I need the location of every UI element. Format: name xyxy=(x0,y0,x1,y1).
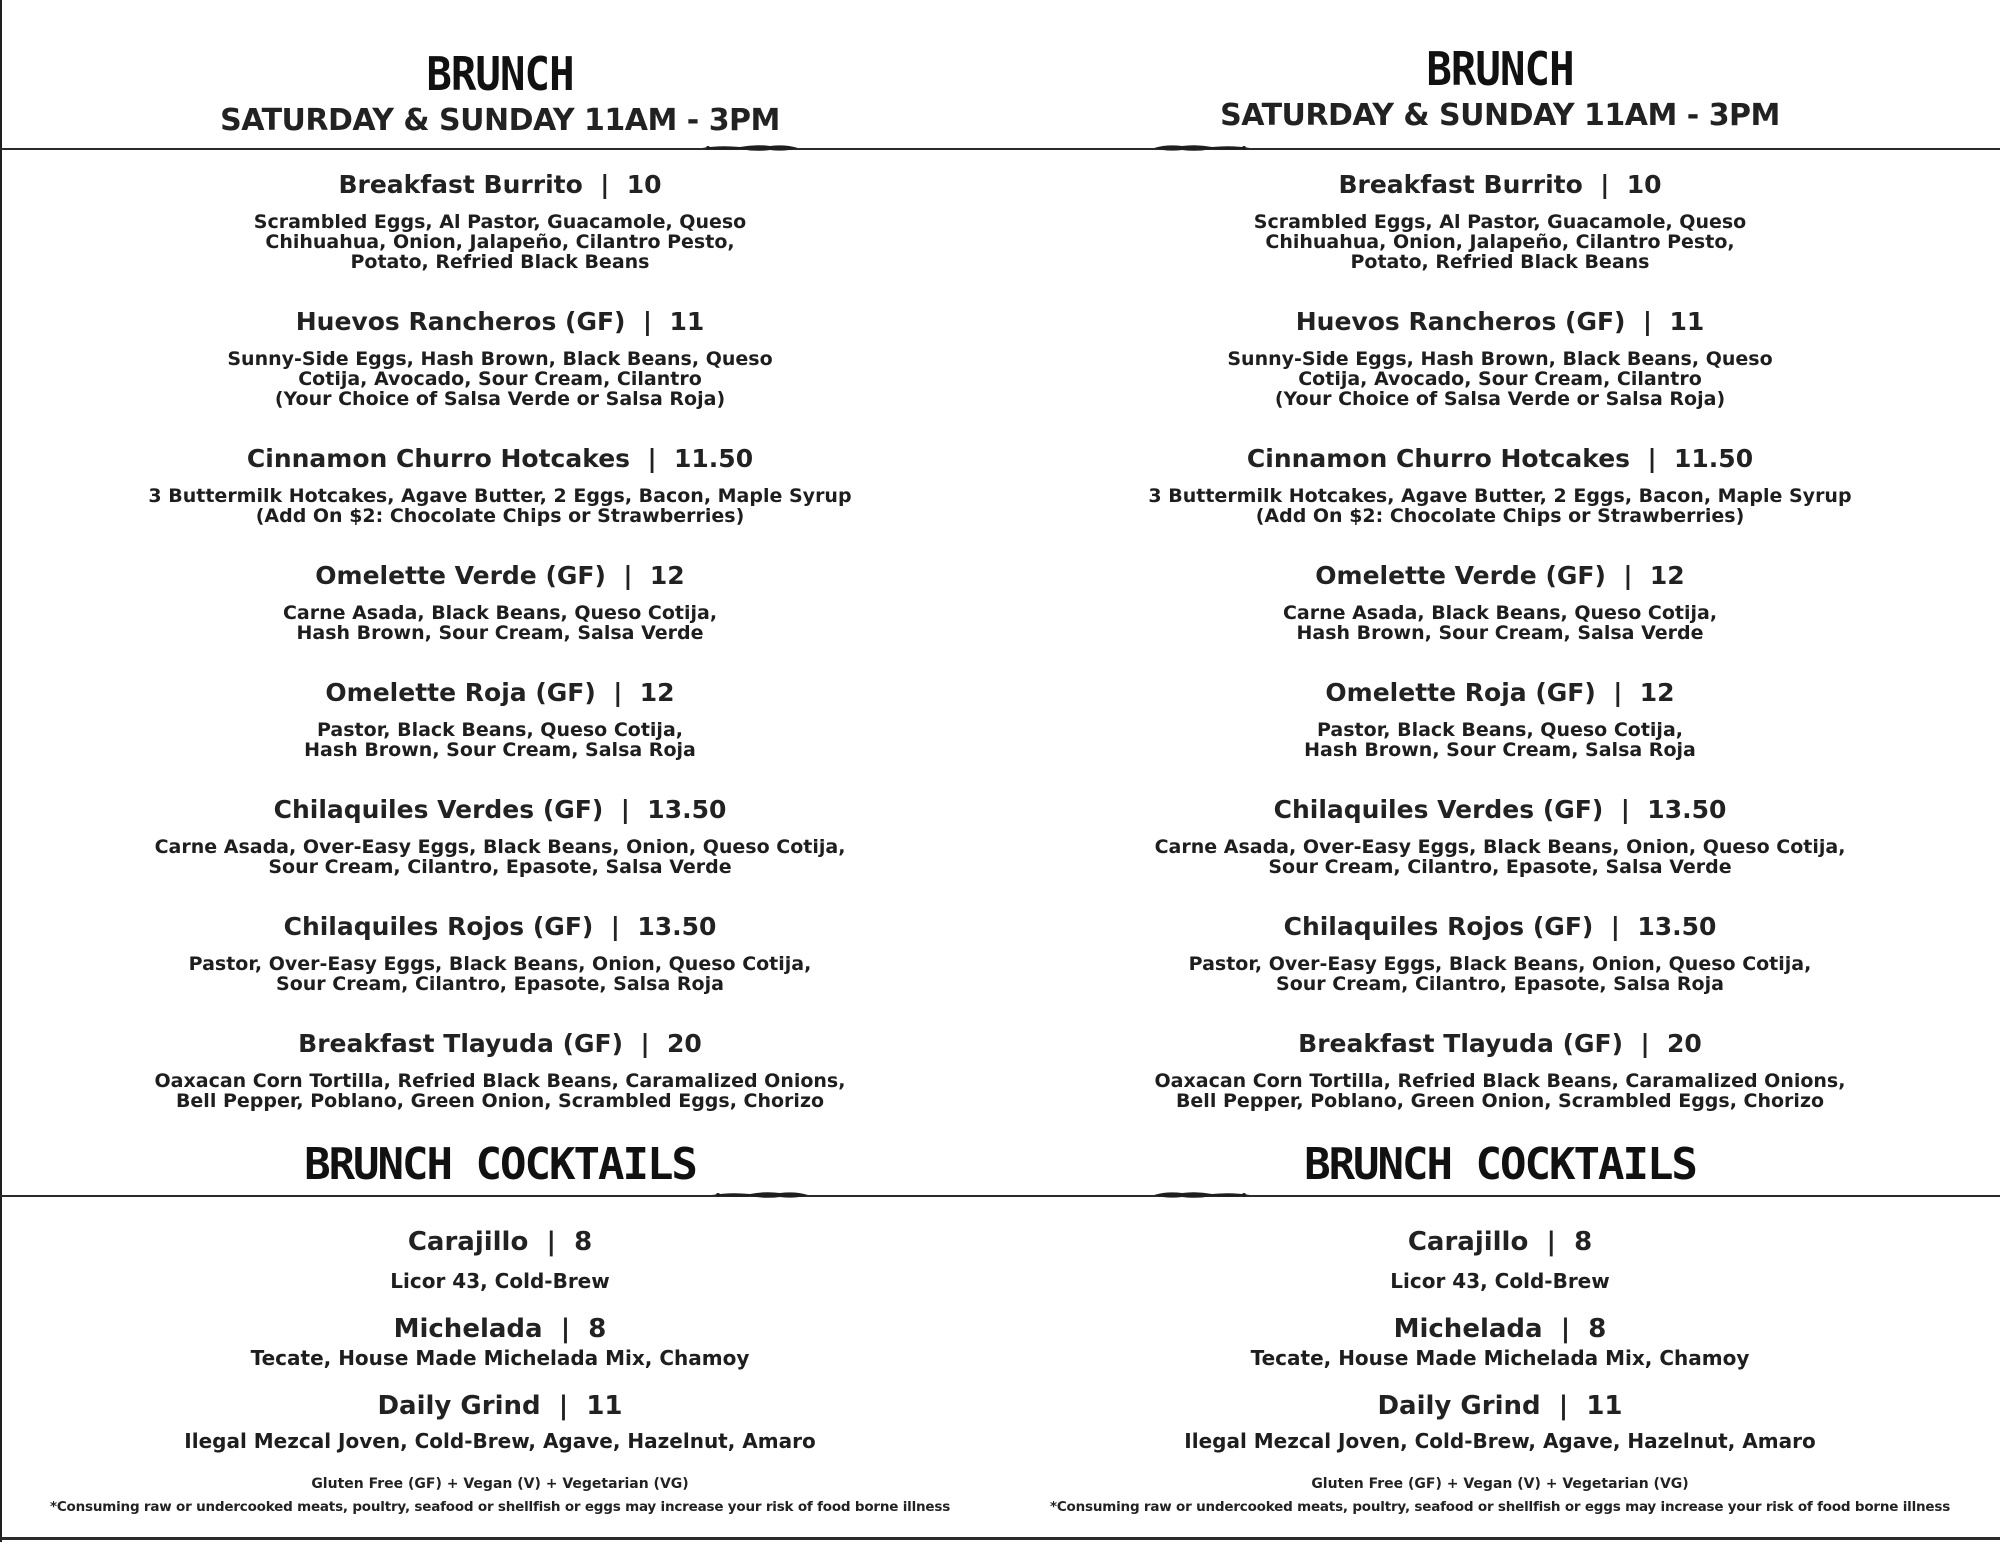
menu-item-description: Cotija, Avocado, Sour Cream, Cilantro xyxy=(298,368,702,390)
menu-item-description: Pastor, Over-Easy Eggs, Black Beans, Onion, Queso Cotija, xyxy=(188,953,812,975)
menu-item-price: 11.50 xyxy=(1674,444,1754,473)
price-separator: | xyxy=(1620,795,1630,824)
cocktail-price: 8 xyxy=(574,1227,593,1257)
price-separator: | xyxy=(623,561,633,590)
menu-item-name: Breakfast Tlayuda (GF) xyxy=(1298,1029,1624,1058)
brush-stroke-ornament-icon xyxy=(1152,142,1252,154)
menu-item-description: Sunny-Side Eggs, Hash Brown, Black Beans, Queso xyxy=(1227,348,1773,370)
menu-item-description: Chihuahua, Onion, Jalapeño, Cilantro Pesto, xyxy=(1265,231,1735,253)
menu-item-title xyxy=(0,678,1000,707)
price-separator: | xyxy=(640,1029,650,1058)
cocktail-description: Licor 43, Cold-Brew xyxy=(390,1269,610,1293)
cocktail-title xyxy=(0,1391,1000,1421)
menu-item-price: 11.50 xyxy=(674,444,754,473)
cocktails-title: BRUNCH COCKTAILS xyxy=(1304,1139,1696,1190)
dietary-legend: Gluten Free (GF) + Vegan (V) + Vegetarian (VG) xyxy=(1311,1476,1689,1492)
menu-item-description: Bell Pepper, Poblano, Green Onion, Scrambled Eggs, Chorizo xyxy=(175,1090,825,1112)
price-separator: | xyxy=(1642,307,1653,336)
menu-item-name: Omelette Roja (GF) xyxy=(1325,678,1596,707)
cocktail-title xyxy=(0,1227,1000,1257)
cocktail-title xyxy=(0,1314,1000,1344)
menu-item-price: 13.50 xyxy=(1637,912,1717,941)
menu-item-name: Huevos Rancheros (GF) xyxy=(295,307,626,336)
price-separator: | xyxy=(1546,1227,1556,1257)
menu-item-description: Sour Cream, Cilantro, Epasote, Salsa Verde xyxy=(1268,856,1732,878)
brush-stroke-ornament-icon xyxy=(1152,1189,1252,1201)
cocktail-description: Ilegal Mezcal Joven, Cold-Brew, Agave, Hazelnut, Amaro xyxy=(184,1429,816,1453)
menu-item-description: Scrambled Eggs, Al Pastor, Guacamole, Queso xyxy=(1253,211,1747,233)
brunch-hours: SATURDAY & SUNDAY 11AM - 3PM xyxy=(1220,98,1780,133)
brunch-hours: SATURDAY & SUNDAY 11AM - 3PM xyxy=(220,103,780,138)
menu-item-name: Omelette Verde (GF) xyxy=(315,561,606,590)
menu-item-description: Sour Cream, Cilantro, Epasote, Salsa Verde xyxy=(268,856,732,878)
cocktail-description: Tecate, House Made Michelada Mix, Chamoy xyxy=(1250,1346,1750,1370)
menu-item-price: 12 xyxy=(1639,678,1675,707)
menu-item-description: (Add On $2: Chocolate Chips or Strawberries) xyxy=(1255,505,1745,527)
price-separator: | xyxy=(1623,561,1633,590)
menu-item-name: Chilaquiles Verdes (GF) xyxy=(273,795,604,824)
menu-item-name: Chilaquiles Rojos (GF) xyxy=(1283,912,1594,941)
menu-item-title xyxy=(1000,795,2000,824)
menu-item-name: Chilaquiles Rojos (GF) xyxy=(283,912,594,941)
menu-item-title xyxy=(1000,561,2000,590)
menu-item-description: Hash Brown, Sour Cream, Salsa Roja xyxy=(304,739,696,761)
menu-item-description: Hash Brown, Sour Cream, Salsa Roja xyxy=(1304,739,1696,761)
price-separator: | xyxy=(1610,912,1620,941)
menu-column-right xyxy=(1000,0,2000,1542)
menu-item-price: 10 xyxy=(1626,170,1662,199)
cocktail-title xyxy=(1000,1314,2000,1344)
menu-item-description: Carne Asada, Black Beans, Queso Cotija, xyxy=(282,602,718,624)
cocktail-description: Tecate, House Made Michelada Mix, Chamoy xyxy=(250,1346,750,1370)
menu-item-description: Carne Asada, Black Beans, Queso Cotija, xyxy=(1282,602,1718,624)
cocktail-name: Daily Grind xyxy=(377,1391,541,1421)
price-separator: | xyxy=(620,795,630,824)
cocktail-title xyxy=(1000,1391,2000,1421)
menu-item-description: (Your Choice of Salsa Verde or Salsa Roja) xyxy=(1274,388,1726,410)
price-separator: | xyxy=(600,170,610,199)
brunch-title: BRUNCH xyxy=(1426,42,1574,96)
cocktail-price: 11 xyxy=(1586,1391,1623,1421)
menu-item-description: Hash Brown, Sour Cream, Salsa Verde xyxy=(296,622,704,644)
cocktail-price: 8 xyxy=(1588,1314,1607,1344)
menu-item-description: Sour Cream, Cilantro, Epasote, Salsa Roja xyxy=(1276,973,1724,995)
menu-item-name: Cinnamon Churro Hotcakes xyxy=(246,444,631,473)
price-separator: | xyxy=(642,307,653,336)
menu-item-description: Chihuahua, Onion, Jalapeño, Cilantro Pesto, xyxy=(265,231,735,253)
menu-item-price: 11 xyxy=(669,307,705,336)
menu-item-price: 20 xyxy=(667,1029,702,1058)
menu-item-title xyxy=(1000,678,2000,707)
brunch-title: BRUNCH xyxy=(426,47,574,101)
cocktail-name: Michelada xyxy=(1393,1314,1543,1344)
menu-item-title xyxy=(0,561,1000,590)
price-separator: | xyxy=(1640,1029,1650,1058)
menu-item-description: 3 Buttermilk Hotcakes, Agave Butter, 2 Eggs, Bacon, Maple Syrup xyxy=(148,485,852,507)
menu-item-price: 12 xyxy=(639,678,675,707)
menu-item-price: 12 xyxy=(649,561,685,590)
menu-item-description: Carne Asada, Over-Easy Eggs, Black Beans, Onion, Queso Cotija, xyxy=(154,836,846,858)
menu-item-title xyxy=(0,912,1000,941)
cocktail-price: 8 xyxy=(588,1314,607,1344)
menu-item-title xyxy=(1000,307,2000,336)
menu-item-description: (Add On $2: Chocolate Chips or Strawberries) xyxy=(255,505,745,527)
menu-item-title xyxy=(1000,444,2000,473)
menu-item-description: Sunny-Side Eggs, Hash Brown, Black Beans, Queso xyxy=(227,348,773,370)
menu-item-description: Pastor, Black Beans, Queso Cotija, xyxy=(1317,719,1683,741)
menu-item-description: Bell Pepper, Poblano, Green Onion, Scrambled Eggs, Chorizo xyxy=(1175,1090,1825,1112)
cocktail-description: Ilegal Mezcal Joven, Cold-Brew, Agave, Hazelnut, Amaro xyxy=(1184,1429,1816,1453)
menu-item-description: (Your Choice of Salsa Verde or Salsa Roja) xyxy=(274,388,726,410)
cocktail-price: 11 xyxy=(586,1391,623,1421)
menu-item-description: Hash Brown, Sour Cream, Salsa Verde xyxy=(1296,622,1704,644)
menu-item-description: Oaxacan Corn Tortilla, Refried Black Beans, Caramalized Onions, xyxy=(1154,1070,1846,1092)
price-separator: | xyxy=(546,1227,556,1257)
cocktail-name: Daily Grind xyxy=(1377,1391,1541,1421)
menu-item-title xyxy=(0,795,1000,824)
price-separator: | xyxy=(558,1391,569,1421)
cocktail-name: Carajillo xyxy=(1407,1227,1529,1257)
menu-item-price: 20 xyxy=(1667,1029,1702,1058)
menu-item-description: Sour Cream, Cilantro, Epasote, Salsa Roja xyxy=(276,973,724,995)
menu-item-description: Potato, Refried Black Beans xyxy=(1350,251,1650,273)
menu-item-name: Chilaquiles Verdes (GF) xyxy=(1273,795,1604,824)
menu-item-description: Pastor, Black Beans, Queso Cotija, xyxy=(317,719,683,741)
price-separator: | xyxy=(610,912,620,941)
menu-item-price: 13.50 xyxy=(637,912,717,941)
menu-item-description: Oaxacan Corn Tortilla, Refried Black Beans, Caramalized Onions, xyxy=(154,1070,846,1092)
cocktail-description: Licor 43, Cold-Brew xyxy=(1390,1269,1610,1293)
menu-item-title xyxy=(1000,1029,2000,1058)
menu-item-title xyxy=(0,307,1000,336)
menu-item-title xyxy=(0,1029,1000,1058)
menu-item-title xyxy=(0,170,1000,199)
menu-item-price: 13.50 xyxy=(647,795,727,824)
price-separator: | xyxy=(647,444,657,473)
price-separator: | xyxy=(613,678,623,707)
cocktail-price: 8 xyxy=(1574,1227,1593,1257)
menu-item-title xyxy=(1000,912,2000,941)
cocktail-title xyxy=(1000,1227,2000,1257)
dietary-legend: Gluten Free (GF) + Vegan (V) + Vegetarian (VG) xyxy=(311,1476,689,1492)
menu-item-description: 3 Buttermilk Hotcakes, Agave Butter, 2 Eggs, Bacon, Maple Syrup xyxy=(1148,485,1852,507)
menu-item-description: Potato, Refried Black Beans xyxy=(350,251,650,273)
menu-item-name: Breakfast Burrito xyxy=(1338,170,1583,199)
price-separator: | xyxy=(1600,170,1610,199)
menu-item-description: Pastor, Over-Easy Eggs, Black Beans, Onion, Queso Cotija, xyxy=(1188,953,1812,975)
health-disclaimer: *Consuming raw or undercooked meats, poultry, seafood or shellfish or eggs may increase your risk of food borne illness xyxy=(1049,1499,1951,1515)
menu-item-name: Omelette Roja (GF) xyxy=(325,678,596,707)
menu-item-name: Breakfast Burrito xyxy=(338,170,583,199)
menu-item-name: Cinnamon Churro Hotcakes xyxy=(1246,444,1631,473)
brush-stroke-ornament-icon xyxy=(700,142,800,154)
menu-item-name: Huevos Rancheros (GF) xyxy=(1295,307,1626,336)
price-separator: | xyxy=(1558,1391,1569,1421)
cocktail-name: Michelada xyxy=(393,1314,543,1344)
menu-item-price: 12 xyxy=(1649,561,1685,590)
price-separator: | xyxy=(560,1314,571,1344)
cocktail-name: Carajillo xyxy=(407,1227,529,1257)
price-separator: | xyxy=(1613,678,1623,707)
price-separator: | xyxy=(1560,1314,1571,1344)
menu-item-price: 11 xyxy=(1669,307,1705,336)
menu-item-name: Omelette Verde (GF) xyxy=(1315,561,1606,590)
cocktails-title: BRUNCH COCKTAILS xyxy=(304,1139,696,1190)
menu-item-description: Cotija, Avocado, Sour Cream, Cilantro xyxy=(1298,368,1702,390)
health-disclaimer: *Consuming raw or undercooked meats, poultry, seafood or shellfish or eggs may increase your risk of food borne illness xyxy=(49,1499,951,1515)
price-separator: | xyxy=(1647,444,1657,473)
menu-item-description: Scrambled Eggs, Al Pastor, Guacamole, Queso xyxy=(253,211,747,233)
menu-item-title xyxy=(1000,170,2000,199)
menu-item-description: Carne Asada, Over-Easy Eggs, Black Beans, Onion, Queso Cotija, xyxy=(1154,836,1846,858)
menu-item-price: 10 xyxy=(626,170,662,199)
brush-stroke-ornament-icon xyxy=(710,1189,810,1201)
menu-item-price: 13.50 xyxy=(1647,795,1727,824)
menu-item-title xyxy=(0,444,1000,473)
menu-item-name: Breakfast Tlayuda (GF) xyxy=(298,1029,624,1058)
